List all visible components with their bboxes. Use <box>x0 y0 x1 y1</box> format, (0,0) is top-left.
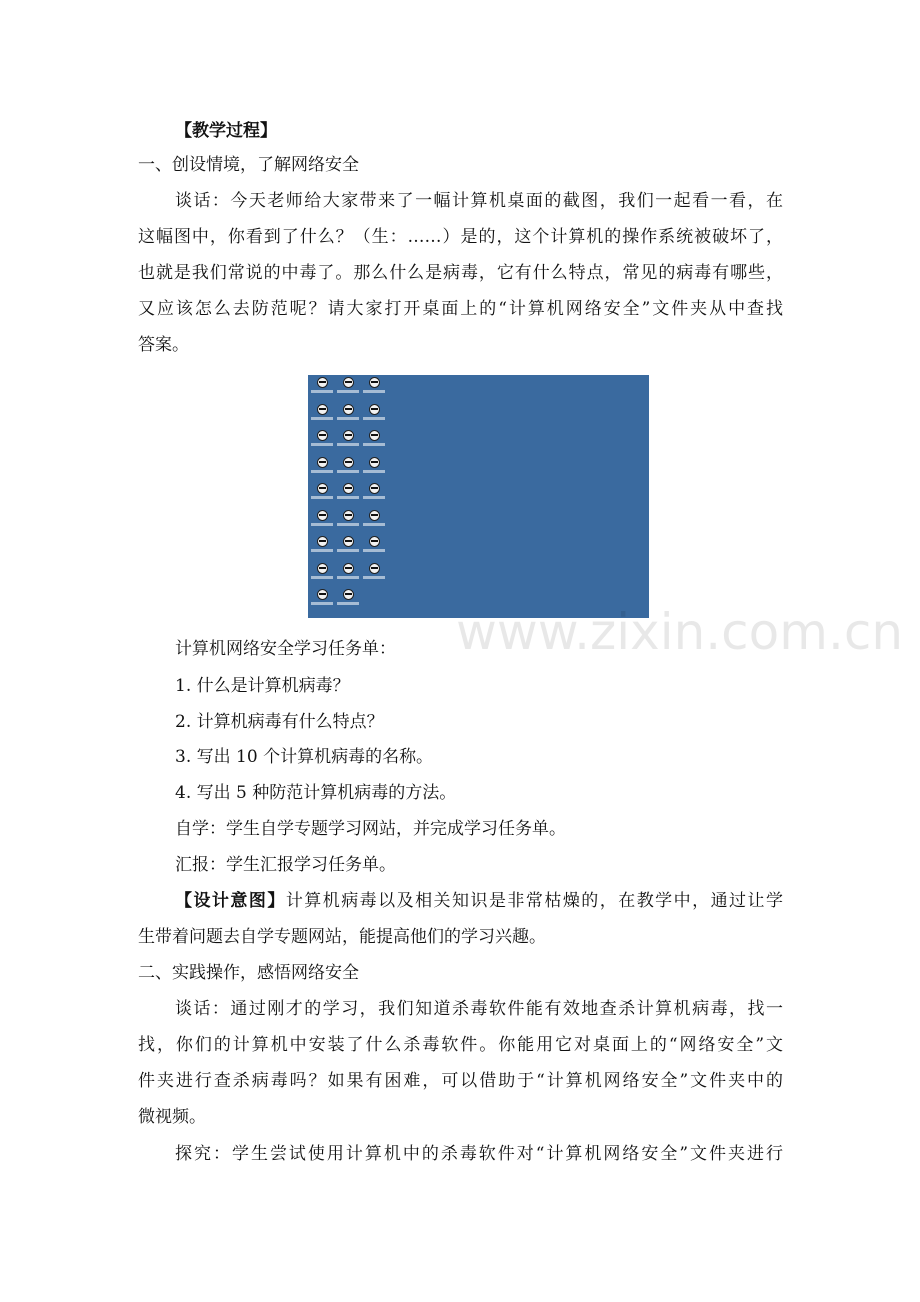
desktop-screenshot-figure <box>308 375 649 618</box>
panda-burning-incense-icon <box>311 536 333 560</box>
task-item: 4. 写出 5 种防范计算机病毒的方法。 <box>175 783 457 803</box>
task-item: 1. 什么是计算机病毒？ <box>175 676 350 696</box>
talk-line: 找，你们的计算机中安装了什么杀毒软件。你能用它对桌面上的“网络安全”文 <box>138 1035 783 1055</box>
self-study-line: 自学：学生自学专题学习网站，并完成学习任务单。 <box>175 819 566 839</box>
talk-line: 这幅图中，你看到了什么？（生：……）是的，这个计算机的操作系统被破坏了， <box>138 227 783 247</box>
task-list-title: 计算机网络安全学习任务单： <box>175 639 396 659</box>
panda-burning-incense-icon <box>311 404 333 428</box>
panda-burning-incense-icon <box>311 510 333 534</box>
panda-burning-incense-icon <box>363 377 385 401</box>
panda-burning-incense-icon <box>363 430 385 454</box>
section-heading: 【教学过程】 <box>175 121 277 141</box>
section2-title: 二、实践操作，感悟网络安全 <box>138 963 359 983</box>
task-item: 3. 写出 10 个计算机病毒的名称。 <box>175 747 434 767</box>
panda-burning-incense-icon <box>363 404 385 428</box>
panda-burning-incense-icon <box>311 377 333 401</box>
panda-burning-incense-icon <box>337 483 359 507</box>
talk-line: 答案。 <box>138 335 189 355</box>
panda-burning-incense-icon <box>311 563 333 587</box>
panda-burning-incense-icon <box>311 430 333 454</box>
talk-line: 谈话：今天老师给大家带来了一幅计算机桌面的截图，我们一起看一看，在 <box>175 191 783 211</box>
design-intent-line <box>175 890 783 912</box>
watermark: www.zixin.com.cn <box>456 603 904 661</box>
panda-burning-incense-icon <box>337 377 359 401</box>
panda-burning-incense-icon <box>337 510 359 534</box>
panda-burning-incense-icon <box>337 430 359 454</box>
panda-burning-incense-icon <box>337 404 359 428</box>
panda-burning-incense-icon <box>337 536 359 560</box>
panda-burning-incense-icon <box>363 563 385 587</box>
panda-burning-incense-icon <box>311 457 333 481</box>
task-item: 2. 计算机病毒有什么特点？ <box>175 712 384 732</box>
panda-burning-incense-icon <box>337 457 359 481</box>
panda-burning-incense-icon <box>337 589 359 613</box>
design-intent-text: 计算机病毒以及相关知识是非常枯燥的，在教学中，通过让学 <box>285 891 783 911</box>
talk-line: 谈话：通过刚才的学习，我们知道杀毒软件能有效地查杀计算机病毒，找一 <box>175 999 783 1019</box>
talk-line: 微视频。 <box>138 1107 206 1127</box>
panda-burning-incense-icon <box>363 483 385 507</box>
talk-line: 件夹进行查杀病毒吗？如果有困难，可以借助于“计算机网络安全”文件夹中的 <box>138 1071 783 1091</box>
panda-burning-incense-icon <box>363 536 385 560</box>
design-intent-line: 生带着问题去自学专题网站，能提高他们的学习兴趣。 <box>138 927 546 947</box>
panda-burning-incense-icon <box>337 563 359 587</box>
panda-burning-incense-icon <box>363 510 385 534</box>
panda-burning-incense-icon <box>363 457 385 481</box>
section1-title: 一、创设情境，了解网络安全 <box>138 155 359 175</box>
report-line: 汇报：学生汇报学习任务单。 <box>175 855 396 875</box>
talk-line: 也就是我们常说的中毒了。那么什么是病毒，它有什么特点，常见的病毒有哪些， <box>138 263 783 283</box>
panda-burning-incense-icon <box>311 483 333 507</box>
explore-line: 探究：学生尝试使用计算机中的杀毒软件对“计算机网络安全”文件夹进行 <box>175 1144 783 1164</box>
talk-line: 又应该怎么去防范呢？请大家打开桌面上的“计算机网络安全”文件夹从中查找 <box>138 299 783 319</box>
design-intent-label: 【设计意图】 <box>175 891 286 911</box>
panda-burning-incense-icon <box>311 589 333 613</box>
